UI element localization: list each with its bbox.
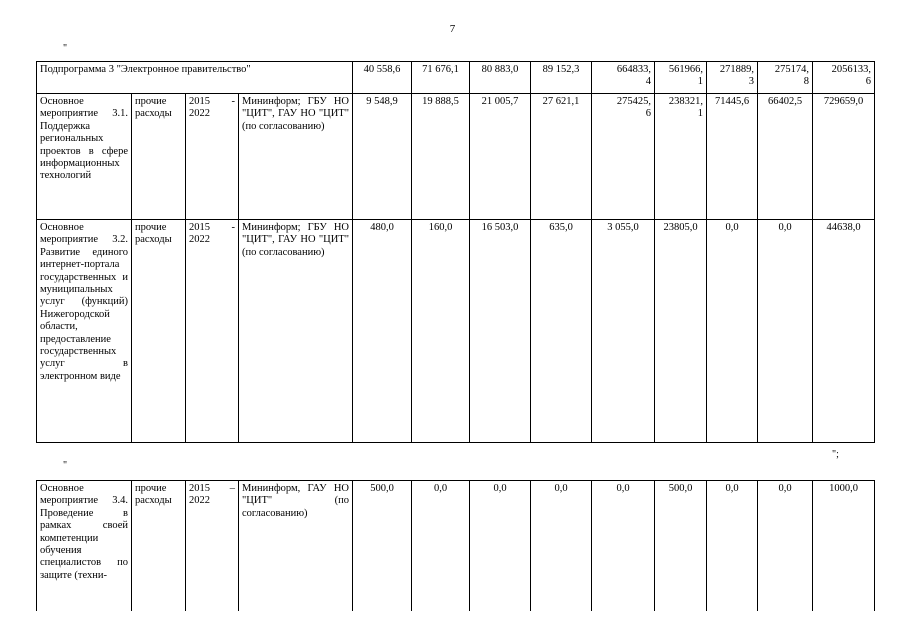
value-cell: 160,0 [412,220,470,443]
subprogram-label: Подпрограмма 3 "Электронное правительство" [37,62,353,94]
value-cell: 9 548,9 [353,94,412,220]
opening-quote-mark: " [63,460,68,471]
period: 2015 - 2022 [186,220,239,443]
budget-table [36,61,875,443]
value-cell: 275425, 6 [592,94,655,220]
value-cell: 16 503,0 [470,220,531,443]
expense-type: прочие расходы [132,481,186,611]
value-cell: 0,0 [707,481,758,611]
executor: Мининформ; ГБУ НО "ЦИТ", ГАУ НО "ЦИТ" (по согласованию) [239,94,353,220]
expense-type: прочие расходы [132,220,186,443]
budget-table-continued [36,480,875,611]
value-cell: 27 621,1 [531,94,592,220]
executor: Мининформ; ГБУ НО "ЦИТ", ГАУ НО "ЦИТ" (по согласованию) [239,220,353,443]
value-cell: 66402,5 [758,94,813,220]
table-row [37,481,875,611]
page-number: 7 [449,23,456,35]
expense-type: прочие расходы [132,94,186,220]
value-cell: 1000,0 [813,481,875,611]
measure-name: Основное мероприятие 3.2. Развитие единого интернет-портала государственных и муниципальных услуг (функций) Нижегородской области, предоставление государственных услуг в электронном виде [37,220,132,443]
value-cell: 0,0 [758,220,813,443]
value-cell: 0,0 [470,481,531,611]
measure-name: Основное мероприятие 3.4. Проведение в рамках своей компетенции обучения специалистов по защите (техни- [37,481,132,611]
period: 2015 - 2022 [186,94,239,220]
subprogram-value: 40 558,6 [353,62,412,94]
value-cell: 0,0 [592,481,655,611]
opening-quote-mark: " [63,43,68,54]
value-cell: 729659,0 [813,94,875,220]
value-cell: 635,0 [531,220,592,443]
value-cell: 19 888,5 [412,94,470,220]
period: 2015 – 2022 [186,481,239,611]
value-cell: 21 005,7 [470,94,531,220]
value-cell: 0,0 [758,481,813,611]
value-cell: 71445,6 [707,94,758,220]
value-cell: 238321, 1 [655,94,707,220]
executor: Мининформ, ГАУ НО "ЦИТ" (по согласованию) [239,481,353,611]
subprogram-value: 89 152,3 [531,62,592,94]
value-cell: 0,0 [707,220,758,443]
subprogram-value: 80 883,0 [470,62,531,94]
value-cell: 0,0 [412,481,470,611]
value-cell: 500,0 [353,481,412,611]
value-cell: 0,0 [531,481,592,611]
subprogram-value: 275174, 8 [758,62,813,94]
table-row [37,220,875,443]
value-cell: 500,0 [655,481,707,611]
subprogram-value: 71 676,1 [412,62,470,94]
value-cell: 3 055,0 [592,220,655,443]
value-cell: 480,0 [353,220,412,443]
subprogram-row [37,62,875,94]
subprogram-value: 2056133, 6 [813,62,875,94]
subprogram-value: 271889, 3 [707,62,758,94]
closing-quote-mark: "; [832,449,839,460]
subprogram-value: 561966, 1 [655,62,707,94]
value-cell: 23805,0 [655,220,707,443]
table-row [37,94,875,220]
value-cell: 44638,0 [813,220,875,443]
measure-name: Основное мероприятие 3.1. Поддержка региональных проектов в сфере информационных технологий [37,94,132,220]
subprogram-value: 664833, 4 [592,62,655,94]
